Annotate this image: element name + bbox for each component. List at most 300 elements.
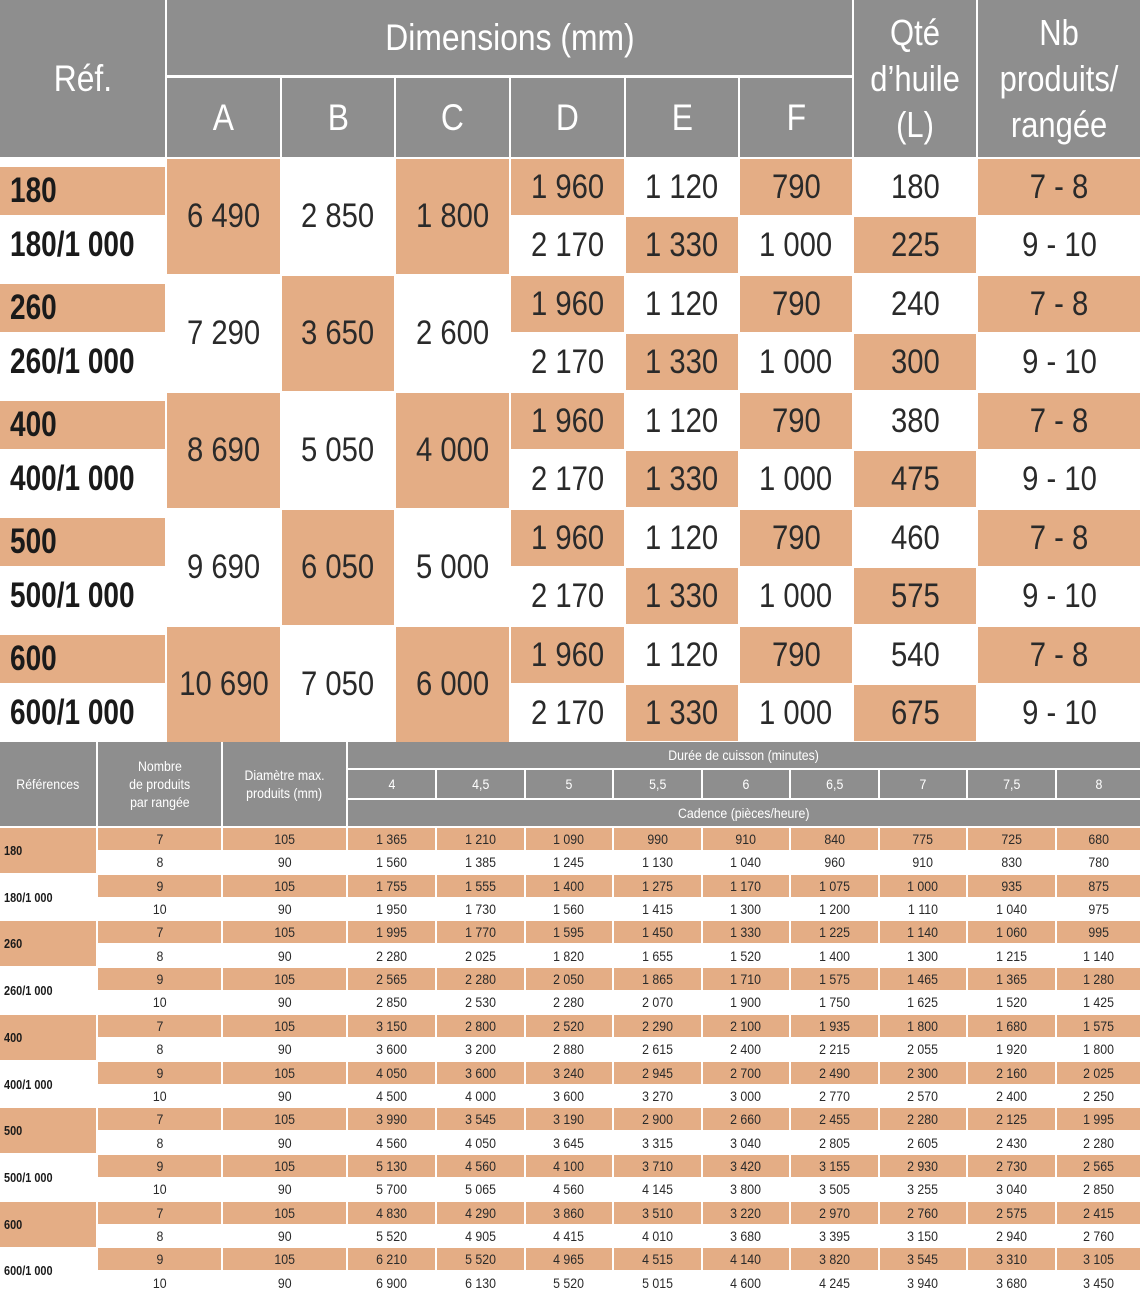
rate-4-1-0-text: 3 600: [376, 1041, 407, 1057]
rate-1-1-6-text: 1 110: [908, 901, 938, 917]
rate-8-0-3: [614, 1202, 701, 1224]
dim-c-2-text: 4 000: [415, 431, 490, 469]
rate-1-1-6: [880, 898, 966, 920]
rate-5-0-1-text: 3 600: [465, 1065, 496, 1081]
rate-4-0-6-text: 1 800: [907, 1018, 939, 1034]
rate-9-1-5: [791, 1272, 878, 1292]
rate-1-1-5-text: 1 200: [819, 901, 850, 917]
rate-3-0-8-text: 1 280: [1083, 971, 1114, 987]
rate-6-1-4-text: 3 040: [730, 1135, 762, 1151]
diameter-7-0-text: 105: [274, 1158, 295, 1174]
rate-6-1-2-text: 3 645: [553, 1135, 585, 1151]
diameter-5-0: [223, 1062, 346, 1084]
diameter-3-0-text: 105: [274, 971, 295, 987]
header-dim-b: [282, 78, 394, 157]
rate-1-0-7-text: 935: [1001, 878, 1022, 894]
header-minutes-0-text: 4: [388, 776, 395, 792]
rate-3-0-3-text: 1 865: [642, 971, 673, 987]
cell-f-0-0-text: 790: [771, 167, 821, 206]
rate-0-1-5-text: 960: [824, 854, 845, 870]
cell-f-1-0-text: 790: [771, 284, 821, 323]
rate-3-0-4: [703, 968, 789, 990]
rate-0-1-4: [703, 851, 789, 873]
rate-4-0-5-text: 1 935: [819, 1018, 850, 1034]
rate-2-1-2-text: 1 820: [553, 948, 585, 964]
cell-nb-1-1: [978, 334, 1140, 390]
rate-1-1-2-text: 1 560: [553, 901, 585, 917]
rate-7-0-7: [968, 1155, 1055, 1177]
rate-4-1-1-text: 3 200: [465, 1041, 496, 1057]
diameter-1-0: [223, 875, 346, 897]
rate-2-0-5-text: 1 225: [819, 924, 850, 940]
dim-c-4: [396, 627, 509, 742]
diameter-9-0: [223, 1248, 346, 1270]
dim-a-4: [167, 627, 280, 742]
count-7-1-text: 10: [152, 1181, 167, 1197]
rate-3-0-5-text: 1 575: [819, 971, 850, 987]
count-6-1: [98, 1132, 221, 1154]
cell-oil-0-0: [854, 159, 976, 215]
diameter-2-0-text: 105: [274, 924, 295, 940]
cell-oil-0-0-text: 180: [890, 167, 940, 206]
header-max-diameter-line-1: produits (mm): [246, 785, 323, 801]
rate-6-1-7-text: 2 430: [996, 1135, 1027, 1151]
rate-4-0-0: [348, 1015, 435, 1037]
rate-7-0-6-text: 2 930: [907, 1158, 939, 1174]
rate-8-1-1: [437, 1225, 524, 1247]
rate-3-1-8: [1057, 991, 1140, 1013]
rate-3-1-4: [703, 991, 789, 1013]
cell-d-0-1: [511, 217, 624, 273]
header-minutes-6: [880, 770, 966, 798]
cell-oil-0-1: [854, 217, 976, 273]
rate-7-1-5-text: 3 505: [819, 1181, 850, 1197]
rate-5-0-7-text: 2 160: [996, 1065, 1027, 1081]
rate-8-1-6: [880, 1225, 966, 1247]
count-5-0-text: 9: [156, 1065, 163, 1081]
rate-3-0-2: [526, 968, 612, 990]
rate-1-0-5-text: 1 075: [819, 878, 850, 894]
count-1-1: [98, 898, 221, 920]
count-9-1: [98, 1272, 221, 1292]
rate-3-1-7: [968, 991, 1055, 1013]
dim-b-2-text: 5 050: [301, 431, 375, 469]
rate-3-1-6: [880, 991, 966, 1013]
rate-2-1-6: [880, 945, 966, 967]
cell-d-1-0: [511, 276, 624, 332]
rate-9-0-3-text: 4 515: [642, 1251, 673, 1267]
cell-oil-1-1-text: 300: [890, 342, 940, 381]
count-1-1-text: 10: [152, 901, 167, 917]
rate-4-1-5: [791, 1038, 878, 1060]
rate-9-0-8-text: 3 105: [1083, 1251, 1114, 1267]
rate-8-1-3-text: 4 010: [642, 1228, 673, 1244]
ref-3-a-text: 500: [10, 522, 57, 561]
rate-7-1-3: [614, 1178, 701, 1200]
rate-1-0-1: [437, 875, 524, 897]
rate-0-1-2: [526, 851, 612, 873]
rate-2-0-1: [437, 921, 524, 943]
ref-0-text: 180: [4, 843, 23, 858]
count-9-1-text: 10: [152, 1275, 167, 1291]
rate-8-0-7-text: 2 575: [996, 1205, 1027, 1221]
rate-0-1-0: [348, 851, 435, 873]
ref-9: [0, 1248, 96, 1292]
header-per-row-line-0: Nb: [1039, 11, 1079, 53]
rate-5-1-4-text: 3 000: [730, 1088, 762, 1104]
ref-1: [0, 875, 96, 920]
rate-1-0-6-text: 1 000: [907, 878, 939, 894]
cell-oil-2-0: [854, 393, 976, 449]
dim-a-0-text: 6 490: [186, 197, 261, 235]
rate-7-0-6: [880, 1155, 966, 1177]
ref-0-b: [0, 217, 165, 273]
rate-4-1-0: [348, 1038, 435, 1060]
cell-oil-1-1: [854, 334, 976, 390]
header-products-per-row-line-0: Nombre: [137, 758, 182, 774]
rate-5-0-2: [526, 1062, 612, 1084]
rate-2-1-3-text: 1 655: [642, 948, 673, 964]
rate-7-0-8: [1057, 1155, 1140, 1177]
rate-4-1-4-text: 2 400: [730, 1041, 762, 1057]
rate-7-0-2: [526, 1155, 612, 1177]
rate-9-0-7-text: 3 310: [996, 1251, 1027, 1267]
header-dim-e: [626, 78, 738, 157]
count-6-0-text: 7: [156, 1111, 163, 1127]
count-3-0: [98, 968, 221, 990]
header-products-per-row-line-2: par rangée: [129, 794, 190, 810]
cell-e-3-1-text: 1 330: [645, 576, 719, 615]
dim-b-1: [282, 276, 394, 391]
rate-2-0-6: [880, 921, 966, 943]
rate-4-1-2: [526, 1038, 612, 1060]
rate-7-1-4: [703, 1178, 789, 1200]
count-0-1-text: 8: [156, 854, 163, 870]
rate-7-0-4-text: 3 420: [730, 1158, 762, 1174]
rate-3-1-6-text: 1 625: [907, 994, 939, 1010]
cell-d-4-1: [511, 685, 624, 741]
cell-e-0-1: [626, 217, 738, 273]
rate-8-1-5: [791, 1225, 878, 1247]
diameter-1-1: [223, 898, 346, 920]
rate-8-1-3: [614, 1225, 701, 1247]
ref-4-b-text: 600/1 000: [10, 693, 135, 732]
rate-0-0-0: [348, 828, 435, 850]
rate-0-0-6: [880, 828, 966, 850]
cell-f-2-1-text: 1 000: [759, 459, 833, 498]
rate-5-1-1-text: 4 000: [465, 1088, 496, 1104]
rate-7-0-2-text: 4 100: [553, 1158, 585, 1174]
count-4-0-text: 7: [156, 1018, 163, 1034]
rate-1-1-1: [437, 898, 524, 920]
cell-e-2-1-text: 1 330: [645, 459, 719, 498]
header-minutes-3: [614, 770, 701, 798]
rate-1-0-7: [968, 875, 1055, 897]
rate-6-1-8: [1057, 1132, 1140, 1154]
rate-3-1-0-text: 2 850: [376, 994, 407, 1010]
rate-0-0-0-text: 1 365: [376, 831, 407, 847]
ref-4-a: [0, 635, 165, 683]
rate-9-1-5-text: 4 245: [819, 1275, 850, 1291]
rate-9-1-7: [968, 1272, 1055, 1292]
rate-6-0-3: [614, 1108, 701, 1130]
cooking-rate-table: [0, 742, 1140, 1292]
cell-e-3-1: [626, 568, 738, 624]
count-6-0: [98, 1108, 221, 1130]
rate-6-0-5: [791, 1108, 878, 1130]
rate-7-0-8-text: 2 565: [1083, 1158, 1114, 1174]
cell-f-3-0-text: 790: [771, 518, 821, 557]
cell-nb-0-0-text: 7 - 8: [1029, 167, 1089, 206]
rate-9-0-7: [968, 1248, 1055, 1270]
rate-9-0-1: [437, 1248, 524, 1270]
diameter-1-0-text: 105: [274, 878, 295, 894]
dim-b-1-text: 3 650: [301, 314, 375, 352]
rate-0-0-6-text: 775: [912, 831, 934, 847]
cell-oil-3-0-text: 460: [890, 518, 940, 557]
rate-2-1-0: [348, 945, 435, 967]
header-minutes-2-text: 5: [565, 776, 573, 792]
rate-6-0-0-text: 3 990: [376, 1111, 407, 1127]
rate-0-0-5-text: 840: [824, 831, 845, 847]
rate-7-0-1: [437, 1155, 524, 1177]
cell-nb-0-1: [978, 217, 1140, 273]
header-dim-f-text: F: [786, 96, 806, 138]
rate-4-0-0-text: 3 150: [376, 1018, 407, 1034]
cell-f-3-1: [740, 568, 852, 624]
rate-9-1-4-text: 4 600: [730, 1275, 762, 1291]
cell-oil-4-0-text: 540: [890, 635, 940, 674]
rate-0-0-1-text: 1 210: [465, 831, 496, 847]
rate-5-0-0: [348, 1062, 435, 1084]
rate-2-0-6-text: 1 140: [907, 924, 939, 940]
rate-5-1-0-text: 4 500: [376, 1088, 407, 1104]
rate-1-0-2-text: 1 400: [553, 878, 585, 894]
rate-1-0-3: [614, 875, 701, 897]
count-0-0-text: 7: [156, 831, 163, 847]
rate-6-0-0: [348, 1108, 435, 1130]
cell-d-4-0-text: 1 960: [530, 635, 605, 674]
cell-nb-2-1: [978, 451, 1140, 507]
rate-5-1-7: [968, 1085, 1055, 1107]
rate-6-1-6-text: 2 605: [907, 1135, 939, 1151]
rate-4-0-4-text: 2 100: [730, 1018, 762, 1034]
rate-9-0-4-text: 4 140: [730, 1251, 762, 1267]
ref-3-b-text: 500/1 000: [10, 576, 135, 615]
rate-3-0-8: [1057, 968, 1140, 990]
rate-9-0-2-text: 4 965: [553, 1251, 585, 1267]
dim-b-2: [282, 393, 394, 508]
rate-8-1-7-text: 2 940: [996, 1228, 1027, 1244]
ref-8-text: 600: [4, 1217, 23, 1232]
rate-0-1-3-text: 1 130: [642, 854, 673, 870]
rate-4-1-2-text: 2 880: [553, 1041, 585, 1057]
cell-d-2-0: [511, 393, 624, 449]
rate-6-1-5: [791, 1132, 878, 1154]
rate-7-0-0-text: 5 130: [376, 1158, 407, 1174]
count-9-0-text: 9: [156, 1251, 163, 1267]
dim-b-0-text: 2 850: [301, 197, 375, 235]
cell-oil-4-0: [854, 627, 976, 683]
rate-3-1-1-text: 2 530: [465, 994, 496, 1010]
rate-2-0-4-text: 1 330: [730, 924, 762, 940]
rate-4-1-3-text: 2 615: [642, 1041, 673, 1057]
header-minutes-5: [791, 770, 878, 798]
rate-7-1-1: [437, 1178, 524, 1200]
rate-2-0-7-text: 1 060: [996, 924, 1027, 940]
header-minutes-1: [437, 770, 524, 798]
rate-1-1-4-text: 1 300: [730, 901, 762, 917]
diameter-9-0-text: 105: [274, 1251, 295, 1267]
rate-5-0-4-text: 2 700: [730, 1065, 762, 1081]
rate-0-1-3: [614, 851, 701, 873]
rate-9-1-1: [437, 1272, 524, 1292]
cell-oil-1-0: [854, 276, 976, 332]
rate-5-0-8-text: 2 025: [1083, 1065, 1114, 1081]
rate-0-0-7-text: 725: [1001, 831, 1022, 847]
header-per-row: [978, 0, 1140, 157]
rate-1-0-0: [348, 875, 435, 897]
rate-8-1-6-text: 3 150: [907, 1228, 939, 1244]
cell-e-0-0-text: 1 120: [645, 167, 719, 206]
rate-7-1-2-text: 4 560: [553, 1181, 585, 1197]
rate-9-0-2: [526, 1248, 612, 1270]
header-oil-line-0: Qté: [890, 11, 940, 53]
cell-e-1-0: [626, 276, 738, 332]
rate-6-0-8-text: 1 995: [1083, 1111, 1114, 1127]
cell-nb-4-1: [978, 685, 1140, 741]
cell-e-1-1: [626, 334, 738, 390]
dim-a-3-text: 9 690: [186, 548, 261, 586]
header-references-text: Références: [16, 776, 80, 792]
rate-8-0-8-text: 2 415: [1083, 1205, 1114, 1221]
cell-nb-4-1-text: 9 - 10: [1021, 693, 1097, 732]
diameter-4-0-text: 105: [274, 1018, 295, 1034]
ref-8: [0, 1202, 96, 1247]
rate-9-0-5-text: 3 820: [819, 1251, 850, 1267]
header-dimensions-text: Dimensions (mm): [384, 16, 635, 58]
count-5-0: [98, 1062, 221, 1084]
cell-f-1-1-text: 1 000: [759, 342, 833, 381]
rate-4-0-2-text: 2 520: [553, 1018, 585, 1034]
diameter-7-1: [223, 1178, 346, 1200]
count-7-0-text: 9: [156, 1158, 163, 1174]
diameter-8-0-text: 105: [274, 1205, 295, 1221]
header-oil: [854, 0, 976, 157]
header-minutes-8: [1057, 770, 1140, 798]
rate-8-0-7: [968, 1202, 1055, 1224]
count-8-1-text: 8: [156, 1228, 163, 1244]
diameter-0-1-text: 90: [277, 854, 292, 870]
diameter-3-0: [223, 968, 346, 990]
cell-d-4-1-text: 2 170: [530, 693, 605, 732]
rate-4-1-1: [437, 1038, 524, 1060]
rate-9-0-5: [791, 1248, 878, 1270]
dim-b-4: [282, 627, 394, 742]
rate-0-0-5: [791, 828, 878, 850]
rate-0-1-2-text: 1 245: [553, 854, 585, 870]
rate-6-1-4: [703, 1132, 789, 1154]
rate-4-1-3: [614, 1038, 701, 1060]
ref-6: [0, 1108, 96, 1153]
cell-d-1-1: [511, 334, 624, 390]
rate-8-0-4-text: 3 220: [730, 1205, 762, 1221]
rate-0-0-3: [614, 828, 701, 850]
rate-3-0-0: [348, 968, 435, 990]
count-6-1-text: 8: [156, 1135, 163, 1151]
cell-e-2-1: [626, 451, 738, 507]
ref-7: [0, 1155, 96, 1200]
diameter-5-1: [223, 1085, 346, 1107]
header-minutes-7: [968, 770, 1055, 798]
rate-3-0-4-text: 1 710: [730, 971, 762, 987]
dim-a-4-text: 10 690: [178, 665, 269, 703]
rate-2-1-0-text: 2 280: [376, 948, 407, 964]
cell-e-3-0-text: 1 120: [645, 518, 719, 557]
rate-2-0-2-text: 1 595: [553, 924, 585, 940]
rate-6-0-3-text: 2 900: [642, 1111, 673, 1127]
header-dim-b-text: B: [327, 96, 349, 138]
cell-oil-2-1: [854, 451, 976, 507]
rate-5-0-0-text: 4 050: [376, 1065, 407, 1081]
rate-5-1-7-text: 2 400: [996, 1088, 1027, 1104]
cell-e-3-0: [626, 510, 738, 566]
rate-9-1-4: [703, 1272, 789, 1292]
rate-1-0-0-text: 1 755: [376, 878, 407, 894]
cell-oil-3-1: [854, 568, 976, 624]
dim-c-3: [396, 510, 509, 625]
rate-7-0-7-text: 2 730: [996, 1158, 1027, 1174]
rate-8-1-0-text: 5 520: [376, 1228, 407, 1244]
ref-7-text: 500/1 000: [4, 1170, 53, 1185]
diameter-2-1-text: 90: [277, 948, 292, 964]
rate-4-1-5-text: 2 215: [819, 1041, 850, 1057]
cell-f-0-0: [740, 159, 852, 215]
diameter-2-0: [223, 921, 346, 943]
cell-e-4-1: [626, 685, 738, 741]
rate-2-1-7: [968, 945, 1055, 967]
cell-f-3-0: [740, 510, 852, 566]
count-1-0: [98, 875, 221, 897]
diameter-8-1-text: 90: [277, 1228, 292, 1244]
cell-nb-1-0-text: 7 - 8: [1029, 284, 1089, 323]
cell-d-3-1-text: 2 170: [530, 576, 605, 615]
rate-7-1-5: [791, 1178, 878, 1200]
rate-7-1-7: [968, 1178, 1055, 1200]
rate-9-1-1-text: 6 130: [465, 1275, 496, 1291]
rate-3-1-7-text: 1 520: [996, 994, 1027, 1010]
header-per-row-line-2: rangée: [1010, 103, 1108, 145]
header-minutes-2: [526, 770, 612, 798]
cell-d-1-0-text: 1 960: [530, 284, 605, 323]
rate-5-0-1: [437, 1062, 524, 1084]
ref-2-b: [0, 451, 165, 507]
rate-1-1-7-text: 1 040: [996, 901, 1027, 917]
header-dim-c-text: C: [440, 96, 464, 138]
rate-0-0-2-text: 1 090: [553, 831, 585, 847]
rate-2-1-5: [791, 945, 878, 967]
rate-8-1-7: [968, 1225, 1055, 1247]
rate-6-0-6: [880, 1108, 966, 1130]
rate-8-1-4-text: 3 680: [730, 1228, 762, 1244]
rate-8-0-6: [880, 1202, 966, 1224]
cell-nb-3-0-text: 7 - 8: [1029, 518, 1089, 557]
rate-5-1-3-text: 3 270: [642, 1088, 673, 1104]
cell-d-3-0-text: 1 960: [530, 518, 605, 557]
ref-2-text: 260: [4, 936, 23, 951]
rate-3-1-3: [614, 991, 701, 1013]
rate-1-0-8-text: 875: [1088, 878, 1109, 894]
